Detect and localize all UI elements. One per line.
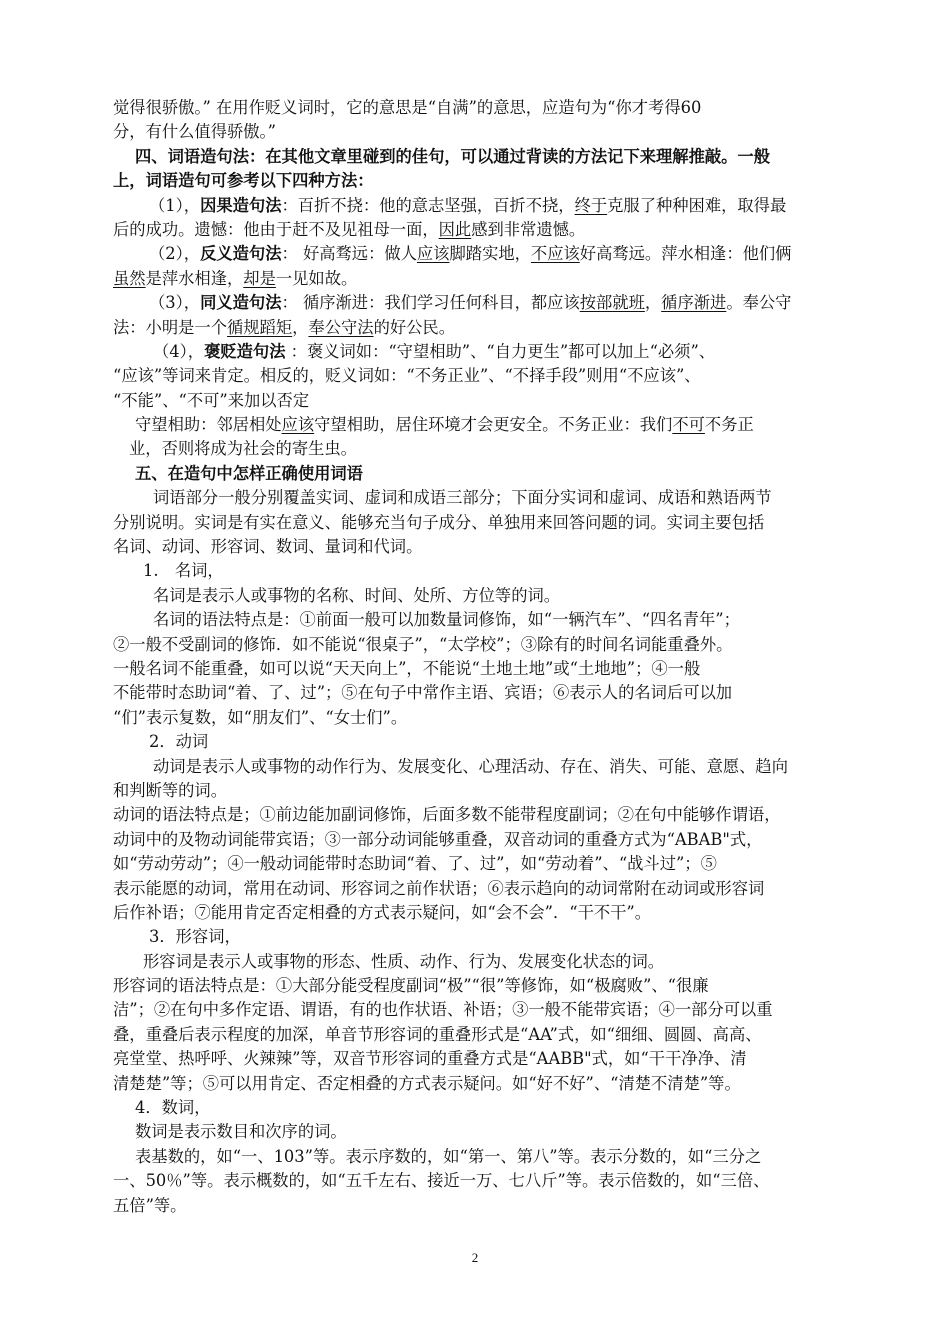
underlined-text: 终于 — [574, 195, 608, 215]
bold-text: 四、词语造句法：在其他文章里碰到的佳句，可以通过背读的方法记下来理解推敲。一般 — [135, 146, 770, 166]
text-line — [113, 657, 865, 681]
text-segment: 3．形容词， — [149, 927, 241, 947]
text-segment: 守望相助，居住环境才会更安全。不务正业：我们 — [314, 415, 673, 435]
underlined-text: 应该 — [416, 244, 450, 264]
text-line — [113, 1194, 865, 1218]
text-segment: “不能”、“不可”来加以否定 — [113, 390, 310, 410]
bold-text: 五、在造句中怎样正确使用词语 — [135, 463, 363, 483]
text-segment: 好高骛远。萍水相逢：他们俩 — [579, 244, 792, 264]
underlined-text: 循序渐进 — [661, 293, 727, 313]
text-line — [113, 974, 865, 998]
text-line — [113, 1047, 865, 1071]
text-segment: 名词的语法特点是：①前面一般可以加数量词修饰，如“一辆汽车”、“四名青年”； — [153, 610, 740, 630]
text-segment: ： 好高骛远：做人 — [281, 244, 417, 264]
text-line — [113, 462, 865, 486]
text-line — [113, 316, 865, 340]
text-segment: 名词是表示人或事物的名称、时间、处所、方位等的词。 — [153, 585, 561, 605]
text-segment: “应该”等词来肯定。相反的，贬义词如：“不务正业”、“不择手段”则用“不应该”、 — [113, 366, 701, 386]
text-segment: ：百折不挠：他的意志坚强，百折不挠， — [281, 195, 575, 215]
text-segment: 法：小明是一个 — [113, 317, 227, 337]
text-line — [113, 291, 865, 315]
underlined-text: 按部就班 — [579, 293, 645, 313]
document-body — [113, 96, 865, 1218]
text-line — [113, 364, 865, 388]
text-segment: 五倍”等。 — [113, 1195, 187, 1215]
text-line — [113, 901, 865, 925]
text-segment: ， — [292, 317, 309, 337]
text-segment: 亮堂堂、热呼呼、火辣辣”等，双音节形容词的重叠方式是“AABB"式，如“干干净净、清 — [113, 1049, 747, 1069]
text-line — [113, 681, 865, 705]
bold-text: 褒贬造句法 — [204, 341, 286, 361]
page-number: 2 — [471, 1250, 479, 1265]
text-line — [113, 877, 865, 901]
text-segment: （4）， — [153, 341, 205, 361]
text-segment: 1. 名词， — [143, 561, 224, 581]
text-segment: （2）， — [149, 244, 201, 264]
text-segment: 觉得很骄傲。” 在用作贬义词时，它的意思是“自满”的意思，应造句为“你才考得60 — [113, 98, 702, 117]
text-segment: 清楚楚”等；⑤可以用肯定、否定相叠的方式表示疑问。如“好不好”、“清楚不清楚”等。 — [113, 1073, 741, 1093]
underlined-text: 虽然 — [113, 268, 146, 288]
text-segment: 后作补语；⑦能用肯定否定相叠的方式表示疑问，如“会不会”．“干不干”。 — [113, 902, 652, 922]
text-line — [113, 511, 865, 535]
underlined-text: 却是 — [243, 268, 276, 288]
text-line — [113, 218, 865, 242]
text-segment: 表示能愿的动词，常用在动词、形容词之前作状语；⑥表示趋向的动词常附在动词或形容词 — [113, 878, 765, 898]
text-segment: 脚踏实地， — [449, 244, 531, 264]
underlined-text: 应该 — [281, 415, 315, 435]
text-segment: 的好公民。 — [373, 317, 455, 337]
text-line — [113, 1023, 865, 1047]
text-segment: 后的成功。遗憾：他由于赶不及见祖母一面， — [113, 219, 439, 239]
text-segment: 词语部分一般分别覆盖实词、虚词和成语三部分；下面分实词和虚词、成语和熟语两节 — [153, 488, 772, 508]
text-segment: 动词是表示人或事物的动作行为、发展变化、心理活动、存在、消失、可能、意愿、趋向 — [153, 756, 788, 776]
text-segment: ：褒义词如：“守望相助”、“自力更生”都可以加上“必须”、 — [285, 341, 716, 361]
bold-text: 因果造句法 — [200, 195, 282, 215]
text-segment: 。奉公守 — [726, 293, 792, 313]
text-segment: ： 循序渐进：我们学习任何科目，都应该 — [281, 293, 580, 313]
text-line — [113, 1096, 865, 1120]
text-line — [113, 120, 865, 144]
text-line — [113, 852, 865, 876]
text-line — [113, 1072, 865, 1096]
text-line — [113, 803, 865, 827]
text-line — [113, 925, 865, 949]
text-segment: 克服了种种困难，取得最 — [607, 195, 787, 215]
text-segment: 表基数的，如“一、103”等。表示序数的，如“第一、第八”等。表示分数的，如“三分之 — [135, 1146, 762, 1166]
text-line — [113, 1120, 865, 1144]
text-line — [113, 267, 865, 291]
text-line — [113, 194, 865, 218]
bold-text: 上，词语造句可参考以下四种方法： — [113, 171, 374, 191]
text-segment: “们”表示复数，如“朋友们”、“女士们”。 — [113, 707, 408, 727]
text-segment: 名词、动词、形容词、数词、量词和代词。 — [113, 537, 423, 557]
text-line — [113, 413, 865, 437]
text-line — [113, 706, 865, 730]
text-segment: 感到非常遗憾。 — [471, 219, 586, 239]
text-line — [113, 1169, 865, 1193]
underlined-text: 奉公守法 — [308, 317, 374, 337]
text-segment: 不务正 — [704, 415, 754, 435]
text-line — [113, 96, 865, 120]
underlined-text: 不应该 — [530, 244, 580, 264]
text-line — [113, 730, 865, 754]
text-line — [113, 828, 865, 852]
text-segment: 和判断等的词。 — [113, 780, 227, 800]
text-line — [113, 486, 865, 510]
text-segment: 一般名词不能重叠，如可以说“天天向上”，不能说“土地土地”或“土地地”；④一般 — [113, 658, 701, 678]
text-segment: 动词的语法特点是；①前边能加副词修饰，后面多数不能带程度副词；②在句中能够作谓语， — [113, 805, 781, 825]
bold-text: 同义造句法 — [200, 293, 282, 313]
text-segment: ， — [644, 293, 662, 313]
text-line — [113, 608, 865, 632]
text-segment: ②一般不受副词的修饰．如不能说“很桌子”，“太学校”；③除有的时间名词能重叠外。 — [113, 634, 733, 654]
text-segment: 洁”；②在句中多作定语、谓语，有的也作状语、补语；③一般不能带宾语；④一部分可以重 — [113, 1000, 773, 1020]
bold-text: 反义造句法 — [200, 244, 282, 264]
text-line — [113, 340, 865, 364]
text-segment: 不能带时态助词“着、了、过”；⑤在句子中常作主语、宾语；⑥表示人的名词后可以加 — [113, 683, 733, 703]
underlined-text: 循规蹈矩 — [226, 317, 293, 337]
text-line — [113, 242, 865, 266]
text-line — [113, 755, 865, 779]
text-segment: 形容词的语法特点是：①大部分能受程度副词“极”“很”等修饰，如“极腐败”、“很廉 — [113, 976, 709, 996]
text-segment: 动词中的及物动词能带宾语；③一部分动词能够重叠，双音动词的重叠方式为“ABAB"式， — [113, 829, 763, 849]
text-segment: 业，否则将成为社会的寄生虫。 — [129, 439, 357, 459]
text-line — [113, 633, 865, 657]
text-line — [113, 559, 865, 583]
text-line — [113, 535, 865, 559]
text-segment: 数词是表示数目和次序的词。 — [135, 1122, 347, 1142]
underlined-text: 因此 — [438, 219, 472, 239]
text-line — [113, 169, 865, 193]
text-line — [113, 437, 865, 461]
text-segment: 叠，重叠后表示程度的加深，单音节形容词的重叠形式是“AA”式，如“细细、圆圆、高高、 — [113, 1024, 762, 1044]
text-line — [113, 998, 865, 1022]
text-line — [113, 389, 865, 413]
text-segment: 如“劳动劳动”；④一般动词能带时态助词“着、了、过”，如“劳动着”、“战斗过”；⑤ — [113, 854, 717, 874]
text-segment: 一见如故。 — [275, 268, 358, 288]
text-line — [113, 1145, 865, 1169]
text-segment: 形容词是表示人或事物的形态、性质、动作、行为、发展变化状态的词。 — [143, 951, 665, 971]
text-line — [113, 779, 865, 803]
text-segment: 分，有什么值得骄傲。” — [113, 122, 276, 142]
text-segment: 分别说明。实词是有实在意义、能够充当句子成分、单独用来回答问题的词。实词主要包括 — [113, 512, 765, 532]
text-segment: 守望相助：邻居相处 — [135, 415, 282, 435]
text-segment: 是萍水相逢， — [145, 268, 244, 288]
text-line — [113, 584, 865, 608]
text-segment: 一、50％”等。表示概数的，如“五千左右、接近一万、七八斤”等。表示倍数的，如“三倍、 — [113, 1171, 770, 1191]
text-segment: （1）， — [149, 195, 201, 215]
text-segment: 4．数词， — [135, 1098, 211, 1118]
underlined-text: 不可 — [672, 415, 705, 435]
text-segment: （3）， — [149, 293, 201, 313]
text-segment: 2．动词 — [149, 732, 209, 752]
text-line — [113, 145, 865, 169]
text-line — [113, 950, 865, 974]
